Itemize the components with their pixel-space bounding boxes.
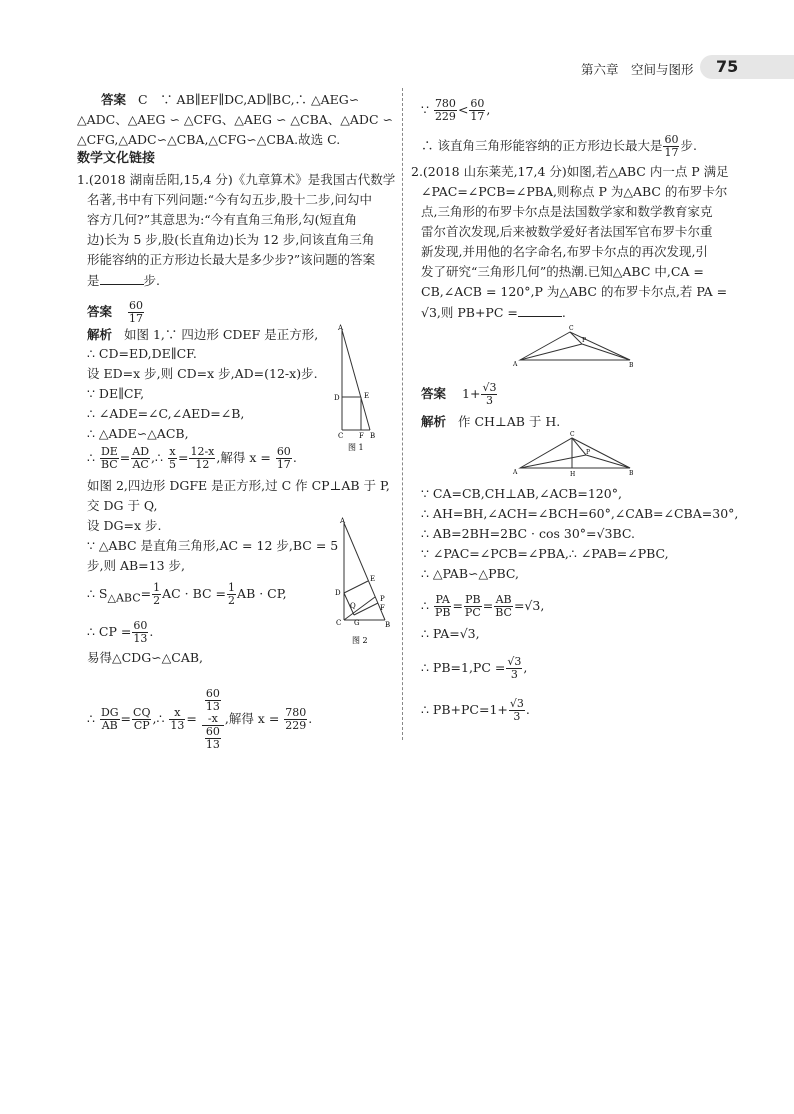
figure-2 bbox=[330, 515, 402, 650]
fraction: $\frac{DE}{BC}$ bbox=[100, 445, 118, 471]
fraction: $\frac{PB}{PC}$ bbox=[464, 593, 481, 619]
fraction: $\frac{780}{229}$ bbox=[285, 706, 307, 732]
label-f: F bbox=[380, 604, 385, 612]
sol1-line-1: 解析 如图 1,∵ 四边形 CDEF 是正方形, bbox=[87, 327, 319, 342]
page-number-tab bbox=[700, 55, 794, 79]
label-b: B bbox=[629, 362, 634, 369]
answer-blank bbox=[518, 304, 562, 317]
sol1-line-6: ∴ △ADE∽△ACB, bbox=[87, 426, 189, 441]
hypotenuse-ab bbox=[342, 330, 370, 430]
label-q: Q bbox=[350, 602, 356, 610]
q1-line-6: 是 步. bbox=[87, 273, 160, 288]
chapter-title: 第六章 空间与图形 bbox=[581, 62, 694, 77]
fraction: $\frac{780}{229}$ bbox=[434, 97, 456, 123]
label-f: F bbox=[359, 432, 364, 440]
answer-blank bbox=[100, 272, 144, 285]
fraction: $\frac{AB}{BC}$ bbox=[495, 593, 512, 619]
q1-answer: 答案 $\frac{60}{17}$ bbox=[87, 299, 143, 325]
column-divider bbox=[402, 88, 403, 740]
fraction: $\frac{60}{17}$ bbox=[276, 445, 291, 471]
q1-line-4: 边)长为 5 步,股(长直角边)长为 12 步,问该直角三角 bbox=[87, 232, 375, 247]
q2-line-3: 点,三角形的布罗卡尔点是法国数学家和数学教育家克 bbox=[421, 204, 713, 219]
label-c: C bbox=[569, 325, 574, 332]
label-h: H bbox=[570, 471, 576, 478]
sol1-line-8: 如图 2,四边形 DGFE 是正方形,过 C 作 CP⊥AB 于 P, bbox=[87, 478, 390, 493]
fraction: $\frac{AD}{AC}$ bbox=[132, 445, 150, 471]
fraction: $\frac{x}{5}$ bbox=[168, 445, 176, 471]
sol1-line-3: 设 ED=x 步,则 CD=x 步,AD=(12-x)步. bbox=[87, 366, 318, 381]
sol2-line-9: ∴ PB=1,PC = $\frac{√3}{3}$ , bbox=[421, 655, 528, 681]
prev-answer-line-1: 答案 C ∵ AB∥EF∥DC,AD∥BC,∴ △AEG∽ bbox=[101, 92, 360, 107]
figure-1-caption: 图 1 bbox=[348, 443, 364, 452]
sol2-line-1: 解析 作 CH⊥AB 于 H. bbox=[421, 414, 561, 429]
label-a: A bbox=[340, 517, 346, 525]
sol1-line-2: ∴ CD=ED,DE∥CF. bbox=[87, 346, 197, 361]
figure-1 bbox=[330, 322, 392, 452]
label-p: P bbox=[380, 595, 385, 603]
figure-4 bbox=[512, 430, 637, 480]
fraction: $\frac{√3}{3}$ bbox=[482, 381, 497, 407]
fraction: $\frac{60}{17}$ bbox=[470, 97, 485, 123]
q2-line-6: 发了研究“三角形几何”的热潮.已知△ABC 中,CA = bbox=[421, 264, 704, 279]
sol1-line-5: ∴ ∠ADE=∠C,∠AED=∠B, bbox=[87, 406, 245, 421]
segment-de bbox=[344, 581, 368, 593]
fraction: $\frac{1}{2}$ bbox=[228, 581, 236, 607]
sol1-line-14: ∴ CP = $\frac{60}{13}$ . bbox=[87, 619, 154, 645]
sol1-line-16: ∴ $\frac{DG}{AB}$ = $\frac{CQ}{CP}$ ,∴ $\frac{x}{13}$ = 60 13 -x 60 13 ,解得 x = $\frac{780}{229}$ . bbox=[87, 687, 313, 751]
q2-line-8: √3,则 PB+PC = . bbox=[421, 305, 566, 320]
label-c: C bbox=[570, 431, 575, 438]
sol2-line-4: ∴ AB=2BH=2BC · cos 30°=√3BC. bbox=[421, 526, 635, 541]
fraction: $\frac{CQ}{CP}$ bbox=[133, 706, 151, 732]
prev-answer-line-3: △CFG,△ADC∽△CBA,△CFG∽△CBA.故选 C. bbox=[77, 132, 341, 147]
label-e: E bbox=[364, 392, 370, 400]
fraction: $\frac{60}{13}$ bbox=[133, 619, 148, 645]
figure-2-caption: 图 2 bbox=[352, 636, 368, 645]
page-number: 75 bbox=[716, 57, 739, 76]
sol2-line-10: ∴ PB+PC=1+ $\frac{√3}{3}$ . bbox=[421, 697, 530, 723]
label-a: A bbox=[338, 324, 344, 332]
sol2-line-5: ∵ ∠PAC=∠PCB=∠PBA,∴ ∠PAB=∠PBC, bbox=[421, 546, 669, 561]
q2-line-5: 新发现,并用他的名字命名,布罗卡尔点的再次发现,引 bbox=[421, 244, 708, 259]
sol2-line-8: ∴ PA=√3, bbox=[421, 626, 480, 641]
segment-gf bbox=[354, 603, 378, 615]
sol2-line-3: ∴ AH=BH,∠ACH=∠BCH=60°,∠CAB=∠CBA=30°, bbox=[421, 506, 739, 521]
q1-line-3: 容方几何?”其意思为:“今有直角三角形,勾(短直角 bbox=[87, 212, 358, 227]
figure-3 bbox=[512, 322, 637, 370]
label-e: E bbox=[370, 575, 376, 583]
sol1-line-10: 设 DG=x 步. bbox=[87, 518, 162, 533]
fraction: $\frac{60}{17}$ bbox=[129, 299, 143, 325]
q2-line-1: 2.(2018 山东莱芜,17,4 分)如图,若△ABC 内一点 P 满足 bbox=[411, 164, 729, 179]
label-d: D bbox=[335, 589, 341, 597]
fraction: $\frac{√3}{3}$ bbox=[507, 655, 522, 681]
q2-line-4: 雷尔首次发现,后来被数学爱好者法国军官布罗卡尔重 bbox=[421, 224, 713, 239]
q2-answer: 答案 1+ $\frac{√3}{3}$ bbox=[421, 381, 497, 407]
sol1-line-12: 步,则 AB=13 步, bbox=[87, 558, 185, 573]
label-b: B bbox=[385, 621, 391, 629]
fraction: $\frac{DG}{AB}$ bbox=[100, 706, 119, 732]
label-d: D bbox=[334, 394, 340, 402]
complex-fraction: 60 13 -x 60 13 bbox=[202, 688, 224, 751]
sol1-line-7: ∴ $\frac{DE}{BC}$ = $\frac{AD}{AC}$ ,∴ $\frac{x}{5}$ = $\frac{12-x}{12}$ ,解得 x = $\frac{60}{17}$ . bbox=[87, 445, 297, 471]
prev-answer-line-2: △ADC、△AEG ∽ △CFG、△AEG ∽ △CBA、△ADC ∽ bbox=[77, 112, 393, 127]
r-top-line-2: ∴ 该直角三角形能容纳的正方形边长最大是 $\frac{60}{17}$ 步. bbox=[421, 133, 697, 159]
q1-line-2: 名著,书中有下列问题:“今有勾五步,股十二步,问勾中 bbox=[87, 192, 373, 207]
fraction: $\frac{PA}{PB}$ bbox=[434, 593, 451, 619]
label-b: B bbox=[370, 432, 376, 440]
label-p: P bbox=[582, 337, 587, 344]
label-a: A bbox=[513, 361, 518, 368]
label-a: A bbox=[513, 469, 518, 476]
sol2-line-6: ∴ △PAB∽△PBC, bbox=[421, 566, 520, 581]
q1-line-1: 1.(2018 湖南岳阳,15,4 分)《九章算术》是我国古代数学 bbox=[77, 172, 396, 187]
fraction: $\frac{x}{13}$ bbox=[170, 706, 185, 732]
fraction: $\frac{60}{17}$ bbox=[664, 133, 679, 159]
fraction: $\frac{√3}{3}$ bbox=[509, 697, 524, 723]
sol2-line-2: ∵ CA=CB,CH⊥AB,∠ACB=120°, bbox=[421, 486, 622, 501]
sol2-line-7: ∴ $\frac{PA}{PB}$ = $\frac{PB}{PC}$ = $\frac{AB}{BC}$ =√3, bbox=[421, 593, 545, 619]
label-c: C bbox=[336, 619, 342, 627]
sol1-line-4: ∵ DE∥CF, bbox=[87, 386, 145, 401]
r-top-line-1: ∵ $\frac{780}{229}$ < $\frac{60}{17}$ , bbox=[421, 97, 491, 123]
label-g: G bbox=[354, 619, 360, 627]
fraction: $\frac{12-x}{12}$ bbox=[190, 445, 215, 471]
sol1-line-13: ∴ $S_{\triangle ABC}=$ $\frac{1}{2}$ AC · BC = $\frac{1}{2}$ AB · CP, bbox=[87, 581, 287, 607]
q1-line-5: 形能容纳的正方形边长最大是多少步?”该问题的答案 bbox=[87, 252, 376, 267]
label-b: B bbox=[629, 470, 634, 477]
section-title: 数学文化链接 bbox=[77, 151, 156, 166]
q2-line-7: CB,∠ACB = 120°,P 为△ABC 的布罗卡尔点,若 PA = bbox=[421, 284, 728, 299]
label-p: P bbox=[586, 449, 591, 456]
sol1-line-11: ∵ △ABC 是直角三角形,AC = 12 步,BC = 5 bbox=[87, 538, 339, 553]
fraction: $\frac{1}{2}$ bbox=[153, 581, 161, 607]
segment-cp bbox=[344, 597, 375, 620]
q2-line-2: ∠PAC=∠PCB=∠PBA,则称点 P 为△ABC 的布罗卡尔 bbox=[421, 184, 728, 199]
sol1-line-15: 易得△CDG∽△CAB, bbox=[87, 650, 204, 665]
sol1-line-9: 交 DG 于 Q, bbox=[87, 498, 158, 513]
label-c: C bbox=[338, 432, 344, 440]
